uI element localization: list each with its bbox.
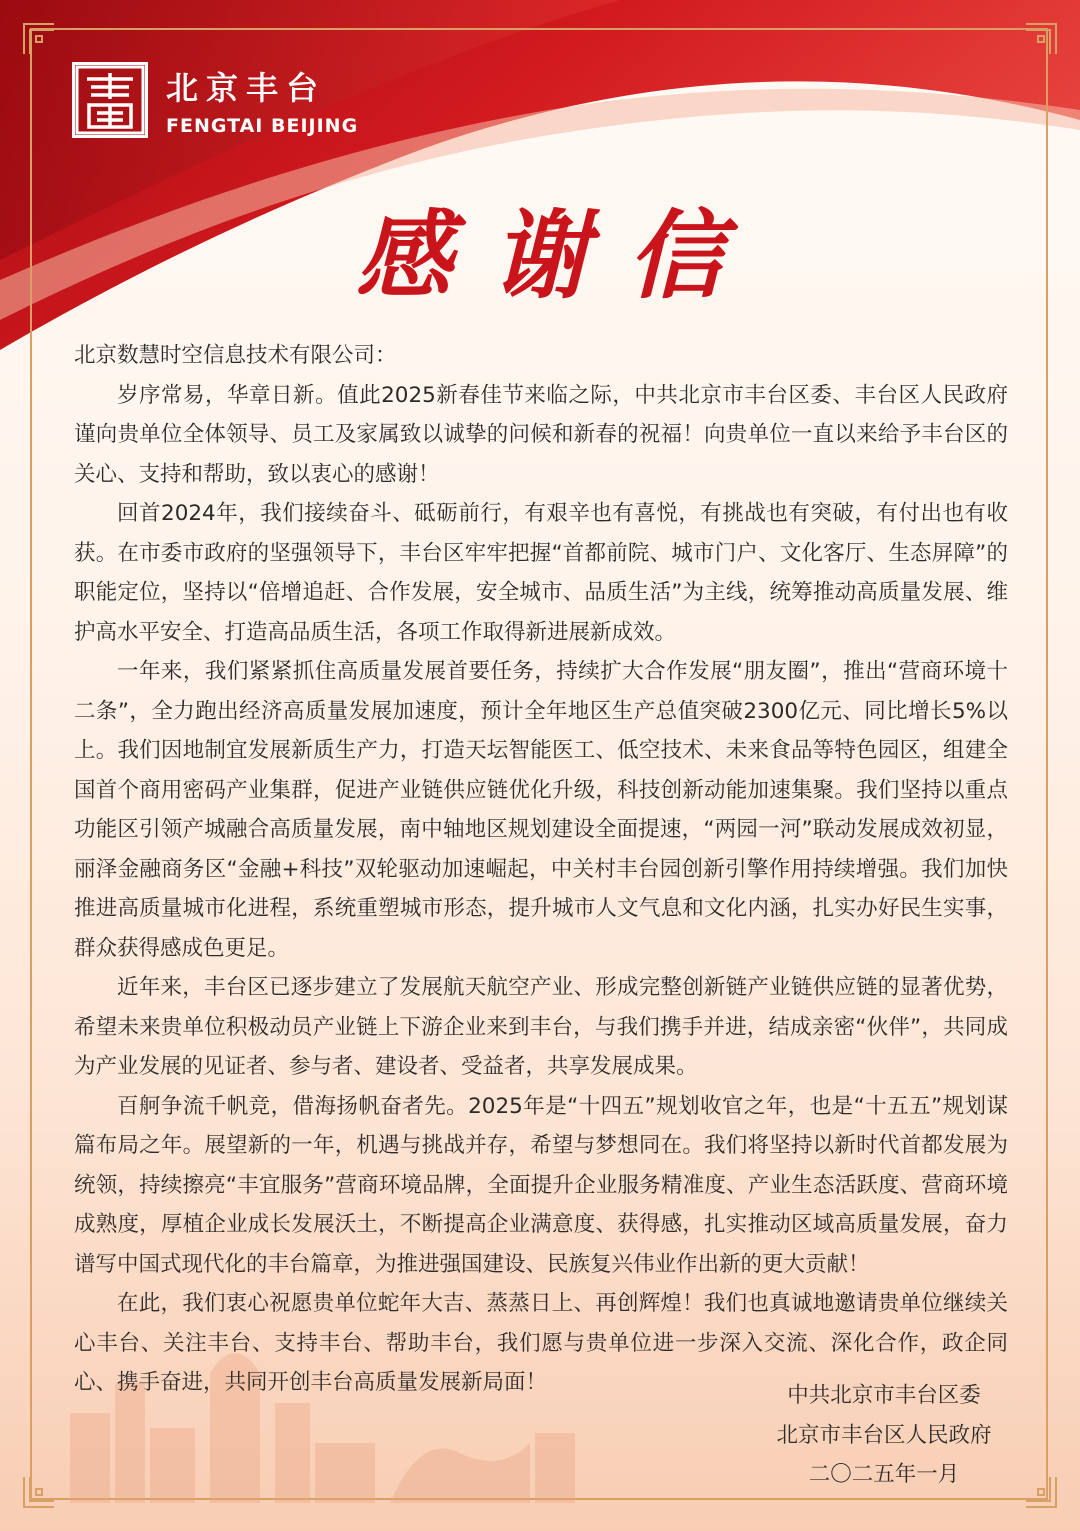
paragraph-3: 一年来，我们紧紧抓住高质量发展首要任务，持续扩大合作发展“朋友圈”，推出“营商环境十二条”，全力跑出经济高质量发展加速度，预计全年地区生产总值突破2300亿元、同比增长5%以上。我们因地制宜发展新质生产力，打造天坛智能医工、低空技术、未来食品等特色园区，组建全国首个商用密码产业集群，促进产业链供应链优化升级，科技创新动能加速集聚。我们坚持以重点功能区引领产城融合高质量发展，南中轴地区规划建设全面提速，“两园一河”联动发展成效初显，丽泽金融商务区“金融+科技”双轮驱动加速崛起，中关村丰台园创新引擎作用持续增强。我们加快推进高质量城市化进程，系统重塑城市形态，提升城市人文气息和文化内涵，扎实办好民生实事，群众获得感成色更足。	[74, 659, 1008, 961]
paragraph-4: 近年来，丰台区已逐步建立了发展航天航空产业、形成完整创新链产业链供应链的显著优势，希望未来贵单位积极动员产业链上下游企业来到丰台，与我们携手并进，结成亲密“伙伴”，共同成为产业发展的见证者、参与者、建设者、受益者，共享发展成果。	[74, 975, 1008, 1079]
corner-ornament-icon	[22, 22, 56, 56]
paragraph-1: 岁序常易，华章日新。值此2025新春佳节来临之际，中共北京市丰台区委、丰台区人民政府谨向贵单位全体领导、员工及家属致以诚挚的问候和新春的祝福！向贵单位一直以来给予丰台区的关心、支持和帮助，致以衷心的感谢！	[74, 382, 1008, 487]
fengtai-seal-icon	[72, 62, 148, 138]
paragraph-6: 在此，我们衷心祝愿贵单位蛇年大吉、蒸蒸日上、再创辉煌！我们也真诚地邀请贵单位继续关心丰台、关注丰台、支持丰台、帮助丰台，我们愿与贵单位进一步深入交流、深化合作，政企同心、携手奋进，共同开创丰台高质量发展新局面！	[74, 1291, 1008, 1395]
corner-ornament-icon	[1024, 1475, 1058, 1509]
page-title: 感谢信	[356, 199, 764, 312]
corner-ornament-icon	[22, 1475, 56, 1509]
corner-ornament-icon	[1024, 22, 1058, 56]
signature-date: 二〇二五年一月	[808, 1462, 960, 1487]
brand-text	[166, 63, 358, 137]
letter-body	[74, 336, 1008, 1403]
paragraph-2: 回首2024年，我们接续奋斗、砥砺前行，有艰辛也有喜悦，有挑战也有突破，有付出也有收获。在市委市政府的坚强领导下，丰台区牢牢把握“首都前院、城市门户、文化客厅、生态屏障”的职能定位，坚持以“倍增追赶、合作发展，安全城市、品质生活”为主线，统筹推动高质量发展、维护高水平安全、打造高品质生活，各项工作取得新进展新成效。	[74, 501, 1008, 645]
salutation: 北京数慧时空信息技术有限公司：	[74, 343, 397, 368]
paragraph-5: 百舸争流千帆竞，借海扬帆奋者先。2025年是“十四五”规划收官之年，也是“十五五”规划谋篇布局之年。展望新的一年，机遇与挑战并存，希望与梦想同在。我们将坚持以新时代首都发展为统领，持续擦亮“丰宜服务”营商环境品牌，全面提升企业服务精准度、产业生态活跃度、营商环境成熟度，厚植企业成长发展沃土，不断提高企业满意度、获得感，扎实推动区域高质量发展，奋力谱写中国式现代化的丰台篇章，为推进强国建设、民族复兴伟业作出新的更大贡献！	[74, 1093, 1008, 1277]
brand-name-cn: 北京丰台	[166, 69, 327, 107]
signature-org-party: 中共北京市丰台区委	[787, 1383, 981, 1408]
brand-name-en: FENGTAI BEIJING	[166, 115, 359, 137]
signature-org-government: 北京市丰台区人民政府	[776, 1422, 992, 1448]
fengtai-logo	[72, 62, 358, 138]
signature-block	[764, 1376, 1004, 1495]
